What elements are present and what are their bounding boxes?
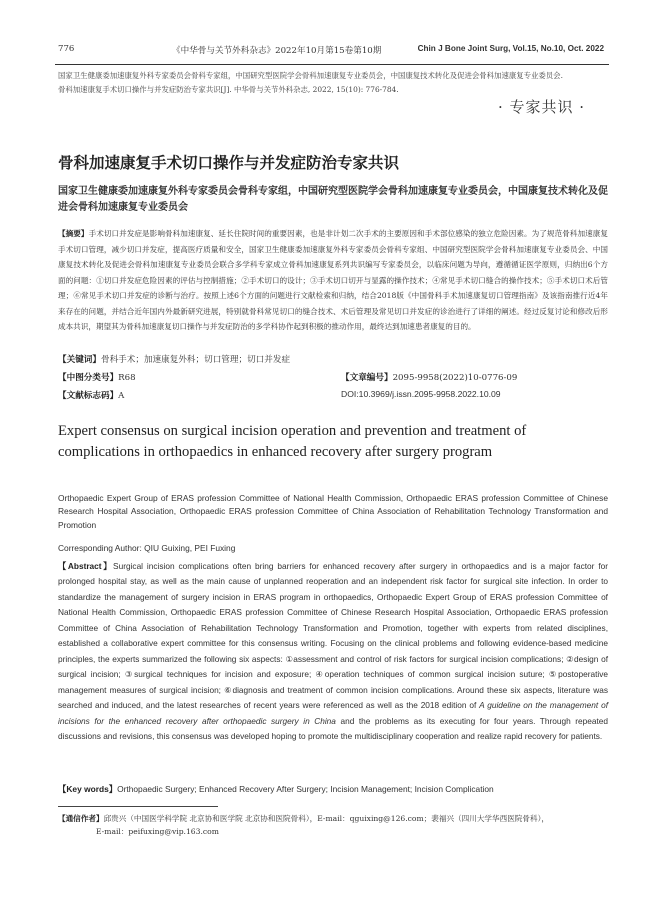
clc-label: 【中图分类号】 bbox=[58, 373, 119, 383]
clc-value: R68 bbox=[118, 373, 136, 383]
clc-number bbox=[58, 371, 136, 383]
abstract-en-text-1: Surgical incision complications often bring barriers for enhanced recovery after surgery in orthopaedics and is a major factor for prolonged hospital stay, as well as the main cause of unplanned reoperation and an independent risk factor for surgical site infection. In order to standardize the management of surgery incision in ERAS program in orthopaedics, Orthopaedic Expert Group of ERAS profession Committee of National Health Commission, Orthopaedic ERAS profession Committee of Chinese Research Hospital Association, Orthopaedic ERAS profession Committee of China Association of Rehabilitation Technology Transformation and Promotion, together with experts from related disciplines, established a collaborative expert committee for this consensus writing. Focusing on the clinical problems and following evidence-based medicine principles, the experts summarized the following six aspects: ①assessment and control of risk factors for surgical incision complications; ②design of surgical incision; ③surgical techniques for incision and exposure; ④operation techniques of common surgical incision suture; ⑤postoperative management measures of surgical incision; ⑥diagnosis and treatment of common incision complications. Around these six aspects, literature was searched and induced, and the latest researches of recent years were referenced as well as the 2018 edition of bbox=[58, 561, 608, 711]
article-number-value: 2095-9958(2022)10-0776-09 bbox=[392, 373, 518, 383]
abstract-en-label: 【Abstract】 bbox=[58, 561, 114, 571]
journal-title-en: Chin J Bone Joint Surg, Vol.15, No.10, Oct. 2022 bbox=[417, 44, 604, 53]
footnote-line-2: E-mail：peifuxing@vip.163.com bbox=[96, 827, 219, 836]
keywords-cn-text: 骨科手术；加速康复外科；切口管理；切口并发症 bbox=[100, 355, 291, 365]
abstract-cn-text: 手术切口并发症是影响骨科加速康复、延长住院时间的重要因素，也是非计划二次手术的主要原因和手术部位感染的独立危险因素。为了规范骨科加速康复手术切口管理，减少切口并发症，提高医疗质量和安全，国家卫生健康委加速康复外科专家委员会骨科专家组、中国研究型医院学会骨科加速康复专业委员会、中国康复技术转化及促进会骨科加速康复专业委员会联合多学科专家成立骨科加速康复系列共识编写专家委员会，以临床问题为导向，遵循循证医学原则，归纳出6个方面的问题：①切口并发症危险因素的评估与控制措施；②手术切口的设计；③手术切口切开与显露的操作技术；④常见手术切口缝合的操作技术；⑤手术切口术后管理；⑥常见手术切口并发症的诊断与治疗。按照上述6个方面的问题进行文献检索和归纳，结合2018版《中国骨科手术加速康复切口管理指南》及该指南推行近4年来存在的问题，并结合近年国内外最新研究进展，特别就骨科常见切口的缝合技术、术后管理及常见切口并发症的诊治进行了详细的阐述。经过反复讨论和修改后形成本共识，期望其为骨科加速康复切口操作与并发症防治的多学科协作起到积极的推动作用，最终达到加速患者康复的目的。 bbox=[58, 229, 608, 331]
document-code-label: 【文献标志码】 bbox=[58, 391, 119, 401]
citation-line-2: 骨科加速康复手术切口操作与并发症防治专家共识[J]. 中华骨与关节外科杂志, 2022, 15(10): 776-784. bbox=[58, 85, 399, 94]
article-number bbox=[341, 371, 517, 383]
keywords-en-label: 【Key words】 bbox=[58, 784, 118, 794]
journal-title-cn: 《中华骨与关节外科杂志》2022年10月第15卷第10期 bbox=[172, 46, 382, 56]
footnote-line-1: 邱贵兴（中国医学科学院 北京协和医学院 北京协和医院骨科），E-mail：qguixing@126.com；裴福兴（四川大学华西医院骨科）， bbox=[103, 814, 549, 823]
keywords-en bbox=[58, 783, 494, 795]
article-number-label: 【文章编号】 bbox=[341, 373, 393, 383]
header-divider bbox=[55, 64, 609, 65]
keywords-cn bbox=[58, 353, 290, 365]
footnote bbox=[58, 812, 610, 838]
abstract-en-text-2: and the problems as its executing for four years. Through repeated discussions and revisions, this consensus was developed hoping to promote the multidisciplinary cooperation and realize rapid recovery for patients. bbox=[58, 715, 609, 741]
citation-line-1: 国家卫生健康委加速康复外科专家委员会骨科专家组，中国研究型医院学会骨科加速康复专业委员会，中国康复技术转化及促进会骨科加速康复专业委员会. bbox=[58, 71, 563, 80]
authors-cn: 国家卫生健康委加速康复外科专家委员会骨科专家组，中国研究型医院学会骨科加速康复专业委员会，中国康复技术转化及促进会骨科加速康复专业委员会 bbox=[58, 186, 608, 213]
keywords-en-text: Orthopaedic Surgery; Enhanced Recovery After Surgery; Incision Management; Incision Complication bbox=[117, 784, 494, 794]
abstract-en-guideline-title: A guideline on the management of incisions for the enhanced recovery after orthopaedic surgery in China bbox=[58, 700, 608, 726]
corresponding-author-en: Corresponding Author: QIU Guixing, PEI Fuxing bbox=[58, 543, 236, 553]
abstract-cn-label: 【摘要】 bbox=[58, 229, 89, 238]
page-number: 776 bbox=[58, 44, 75, 54]
doi: DOI:10.3969/j.issn.2095-9958.2022.10.09 bbox=[341, 389, 501, 399]
document-code-value: A bbox=[118, 391, 125, 401]
document-code bbox=[58, 389, 124, 401]
article-title-en: Expert consensus on surgical incision operation and prevention and treatment of complications in orthopaedics in enhanced recovery after surgery program bbox=[58, 423, 527, 460]
abstract-cn bbox=[58, 226, 608, 335]
article-title-cn: 骨科加速康复手术切口操作与并发症防治专家共识 bbox=[58, 154, 400, 172]
footnote-divider bbox=[58, 806, 218, 807]
authors-en: Orthopaedic Expert Group of ERAS profession Committee of National Health Commission, Orthopaedic ERAS profession Committee of Chinese Research Hospital Association, Orthopaedic ERAS profession Committee of China Association of Rehabilitation Technology Transformation and Promotion bbox=[58, 493, 608, 530]
abstract-en bbox=[58, 559, 608, 744]
keywords-cn-label: 【关键词】 bbox=[58, 355, 101, 365]
section-tag: · 专家共识 · bbox=[498, 98, 586, 116]
footnote-label: 【通信作者】 bbox=[58, 814, 104, 823]
